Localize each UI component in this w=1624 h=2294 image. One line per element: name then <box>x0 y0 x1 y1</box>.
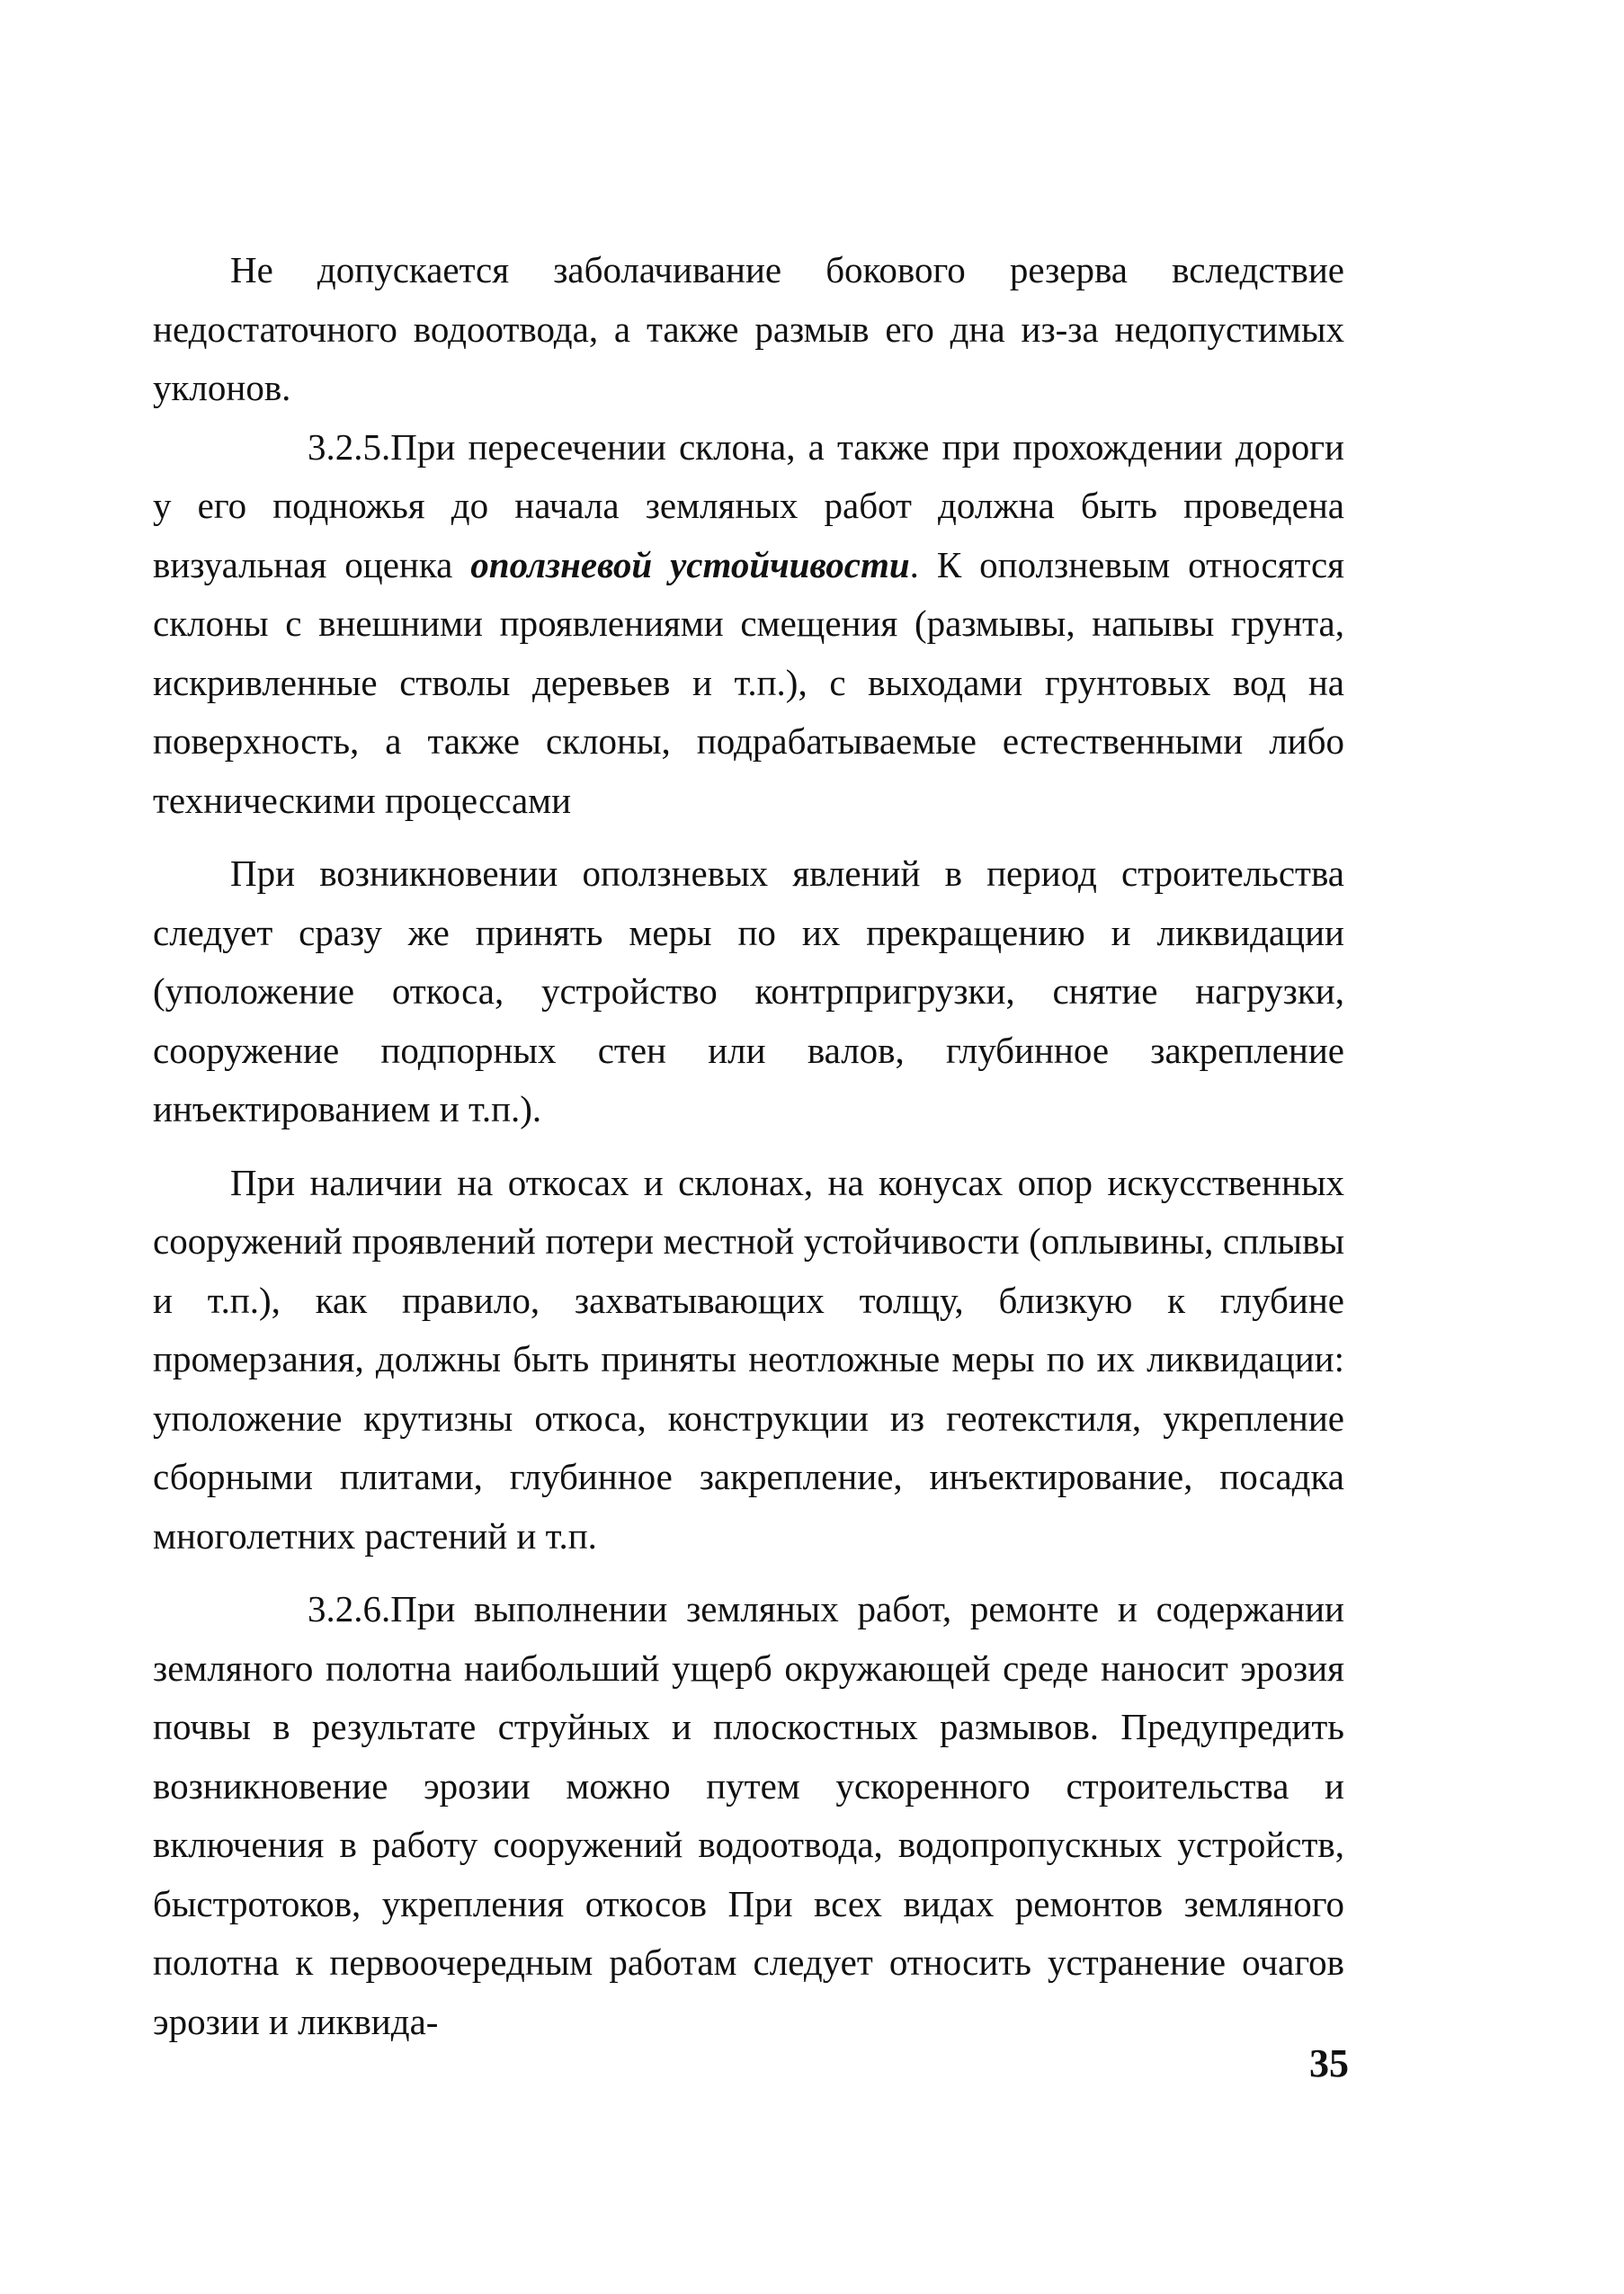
paragraph-text: При возникновении оползневых явлений в период строительства следует сразу же принять меры по их прекращению и ликвидации (уположение откоса, устройство контрпригрузки, снятие нагрузки, сооружение подпорных стен или валов, глубинное закрепление инъектированием и т.п.). <box>153 852 1344 1129</box>
section-number: 3.2.5. <box>308 425 391 468</box>
paragraph-local-stability <box>153 1154 1344 1567</box>
paragraph-waterlogging <box>153 241 1344 418</box>
paragraph-3-2-5 <box>153 418 1344 831</box>
paragraph-text: При наличии на откосах и склонах, на конусах опор искусственных сооружений проявлений потери местной устойчивости (оплывины, сплывы и т.п.), как правило, захватывающих толщу, близкую к глубине промерзания, должны быть приняты неотложные меры по их ликвидации: уположение крутизны откоса, конструкции из геотекстиля, укрепление сборными плитами, глубинное закрепление, инъектирование, посадка многолетних растений и т.п. <box>153 1161 1344 1557</box>
paragraph-text: При выполнении земляных работ, ремонте и содержании земляного полотна наибольший ущерб окружающей среде наносит эрозия почвы в результате струйных и плоскостных размывов. Предупредить возникновение эрозии можно путем ускоренного строительства и включения в работу сооружений водоотвода, водопропускных устройств, быстротоков, укрепления откосов При всех видах ремонтов земляного полотна к первоочередным работам следует относить устранение очагов эрозии и ликвида- <box>153 1588 1344 2042</box>
paragraph-3-2-6 <box>153 1580 1344 2051</box>
emphasized-term: оползневой устойчивости <box>470 543 910 585</box>
paragraph-text-end: . К оползневым относятся склоны с внешними проявлениями смещения (размывы, напывы грунта, искривленные стволы деревьев и т.п.), с выходами грунтовых вод на поверхность, а также склоны, подрабатываемые естественными либо техническими процессами <box>153 543 1345 821</box>
body-text <box>153 241 1344 2051</box>
paragraph-text-start: При пересечении склона, а также при прохождении дороги у его подножья до начала земляных работ должна быть проведена визуальная оценка <box>153 425 1344 585</box>
page-number: 35 <box>1309 2041 1349 2085</box>
section-number: 3.2.6. <box>308 1588 391 1629</box>
paragraph-landslide-measures <box>153 844 1344 1139</box>
paragraph-text: Не допускается заболачивание бокового резерва вследствие недостаточного водоотвода, а также размыв его дна из-за недопустимых уклонов. <box>153 249 1344 408</box>
